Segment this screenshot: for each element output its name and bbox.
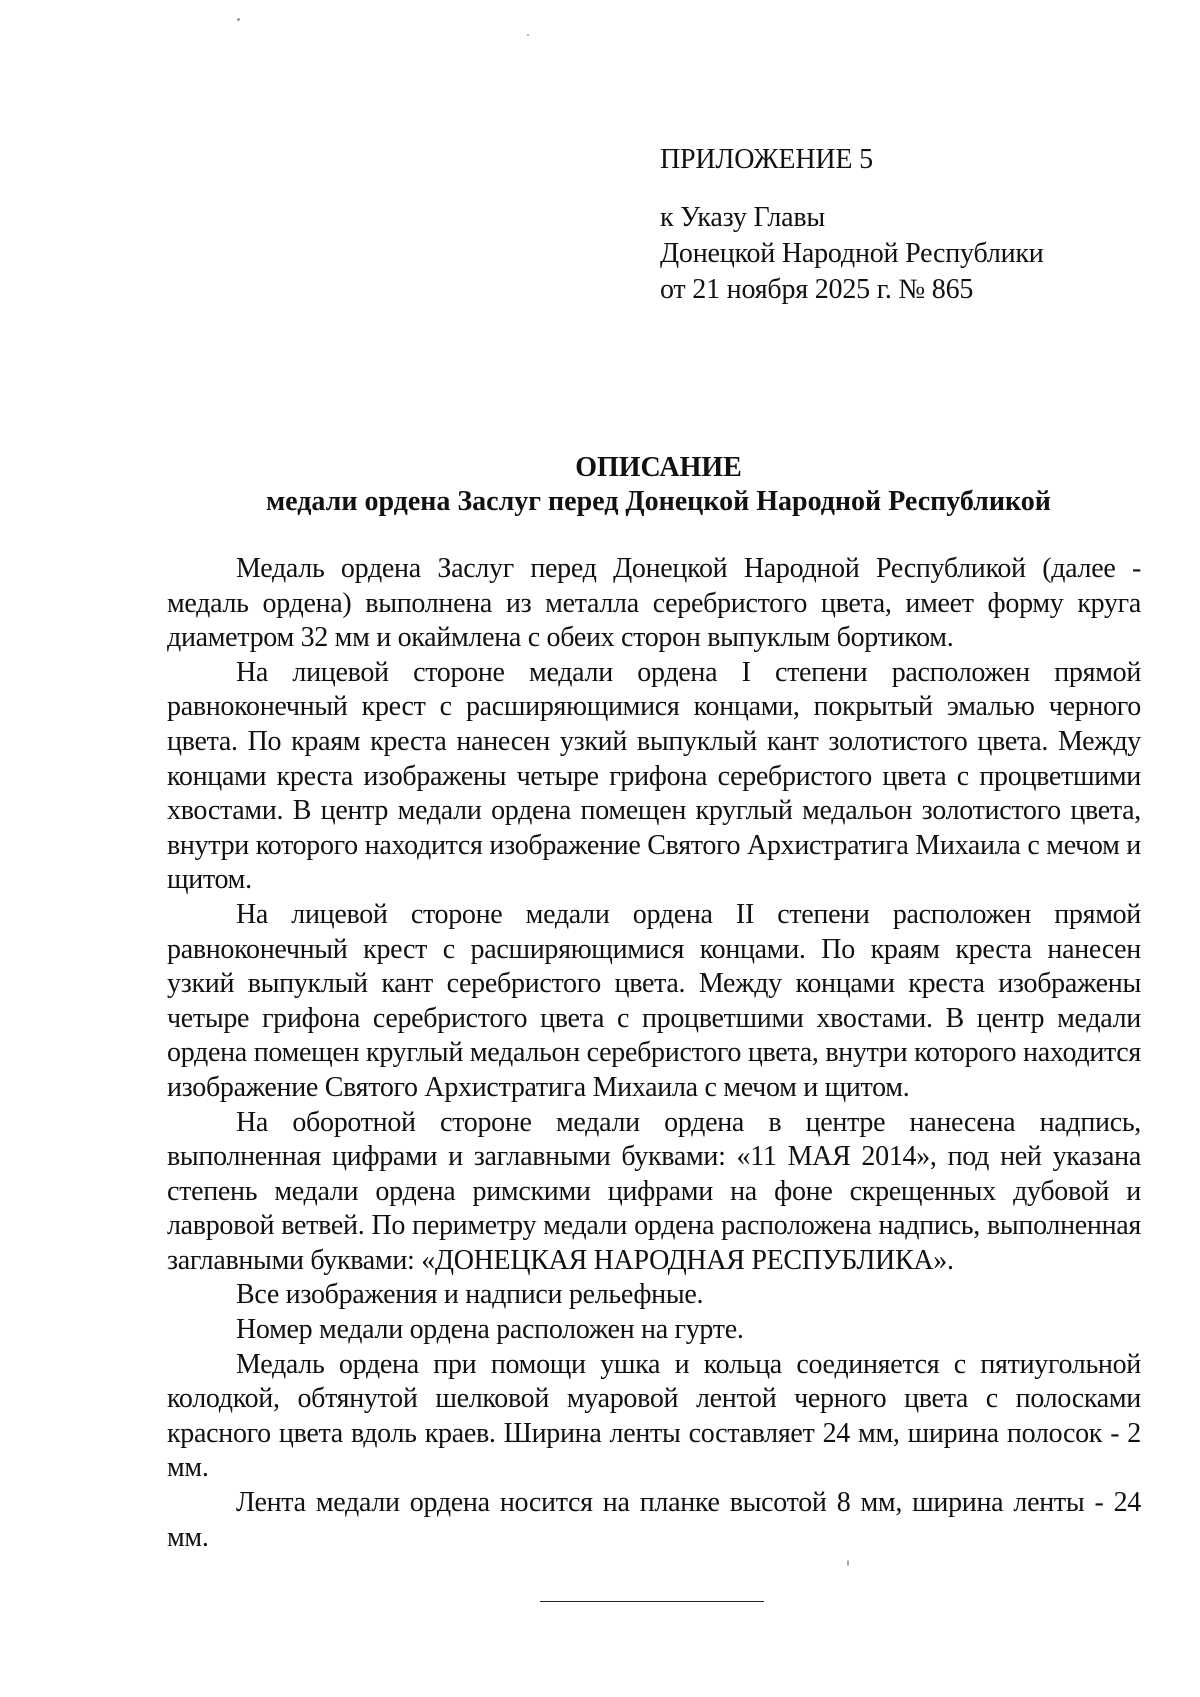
appendix-line-decree: к Указу Главы [660, 202, 825, 233]
document-body [167, 552, 1141, 1555]
scan-speck [527, 34, 529, 36]
appendix-line-republic: Донецкой Народной Республики [660, 238, 1044, 269]
scan-speck [237, 18, 240, 21]
heading-subtitle: медали ордена Заслуг перед Донецкой Народной Республикой [266, 486, 1051, 517]
scan-speck [847, 1560, 849, 1566]
paragraph-ribbon-bar: Лента медали ордена носится на планке высотой 8 мм, ширина ленты - 24 мм. [167, 1487, 1141, 1553]
paragraph-reverse-side: На оборотной стороне медали ордена в центре нанесена надпись, выполненная цифрами и заглавными буквами: «11 МАЯ 2014», под ней указана степень медали ордена римскими цифрами на фоне скрещенных дубовой и лавровой ветвей. По периметру медали ордена расположена надпись, выполненная заглавными буквами: «ДОНЕЦКАЯ НАРОДНАЯ РЕСПУБЛИКА». [167, 1106, 1141, 1276]
document-heading [160, 451, 1157, 519]
paragraph-second-degree: На лицевой стороне медали ордена II степени расположен прямой равноконечный крест с расширяющимися концами. По краям креста нанесен узкий выпуклый кант серебристого цвета. Между концами креста изображены четыре грифона серебристого цвета с процветшими хвостами. В центр медали ордена помещен круглый медальон серебристого цвета, внутри которого находится изображение Святого Архистратига Михаила с мечом и щитом. [167, 898, 1141, 1103]
appendix-title: ПРИЛОЖЕНИЕ 5 [660, 144, 873, 175]
appendix-line-date: от 21 ноября 2025 г. № 865 [660, 274, 974, 305]
appendix-block [660, 142, 1044, 308]
paragraph-number: Номер медали ордена расположен на гурте. [236, 1314, 744, 1346]
paragraph-relief: Все изображения и надписи рельефные. [236, 1279, 704, 1311]
paragraph-first-degree: На лицевой стороне медали ордена I степени расположен прямой равноконечный крест с расширяющимися концами, покрытый эмалью черного цвета. По краям креста нанесен узкий выпуклый кант золотистого цвета. Между концами креста изображены четыре грифона серебристого цвета с процветшими хвостами. В центр медали ордена помещен круглый медальон золотистого цвета, внутри которого находится изображение Святого Архистратига Михаила с мечом и щитом. [167, 656, 1141, 896]
end-separator-line [540, 1601, 764, 1602]
heading-title: ОПИСАНИЕ [575, 452, 742, 483]
paragraph-ribbon: Медаль ордена при помощи ушка и кольца соединяется с пятиугольной колодкой, обтянутой шелковой муаровой лентой черного цвета с полосками красного цвета вдоль краев. Ширина ленты составляет 24 мм, ширина полосок - 2 мм. [167, 1348, 1141, 1484]
paragraph-general: Медаль ордена Заслуг перед Донецкой Народной Республикой (далее - медаль ордена) выполнена из металла серебристого цвета, имеет форму круга диаметром 32 мм и окаймлена с обеих сторон выпуклым бортиком. [167, 553, 1141, 654]
